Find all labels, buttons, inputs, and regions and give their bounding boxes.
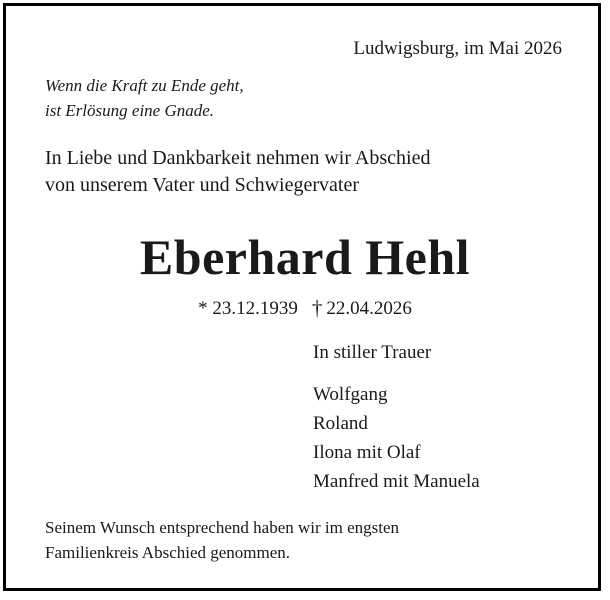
closing-note — [45, 515, 399, 565]
mourner-name: Ilona mit Olaf — [313, 442, 421, 463]
mourner-name: Manfred mit Manuela — [313, 471, 480, 492]
quote-line-2: ist Erlösung eine Gnade. — [45, 101, 215, 120]
mourner-name: Wolfgang — [313, 384, 388, 405]
place-and-date: Ludwigsburg, im Mai 2026 — [353, 38, 562, 59]
mourning-heading: In stiller Trauer — [313, 342, 432, 363]
intro-line-1: In Liebe und Dankbarkeit nehmen wir Abschied — [45, 147, 431, 169]
death-date: 22.04.2026 — [326, 298, 412, 319]
birth-symbol: * — [198, 298, 208, 319]
life-dates — [0, 295, 610, 322]
closing-line-2: Familienkreis Abschied genommen. — [45, 543, 291, 562]
deceased-name: Eberhard Hehl — [139, 229, 471, 285]
mourner-name: Roland — [313, 413, 368, 434]
intro-line-2: von unserem Vater und Schwiegervater — [45, 174, 359, 196]
closing-line-1: Seinem Wunsch entsprechend haben wir im engsten — [45, 518, 400, 537]
death-cross-icon: † — [311, 296, 323, 320]
quote-line-1: Wenn die Kraft zu Ende geht, — [45, 76, 244, 95]
mourner-list — [313, 380, 480, 496]
farewell-intro — [45, 145, 430, 199]
birth-date: 23.12.1939 — [212, 298, 298, 319]
memorial-quote — [45, 73, 244, 123]
